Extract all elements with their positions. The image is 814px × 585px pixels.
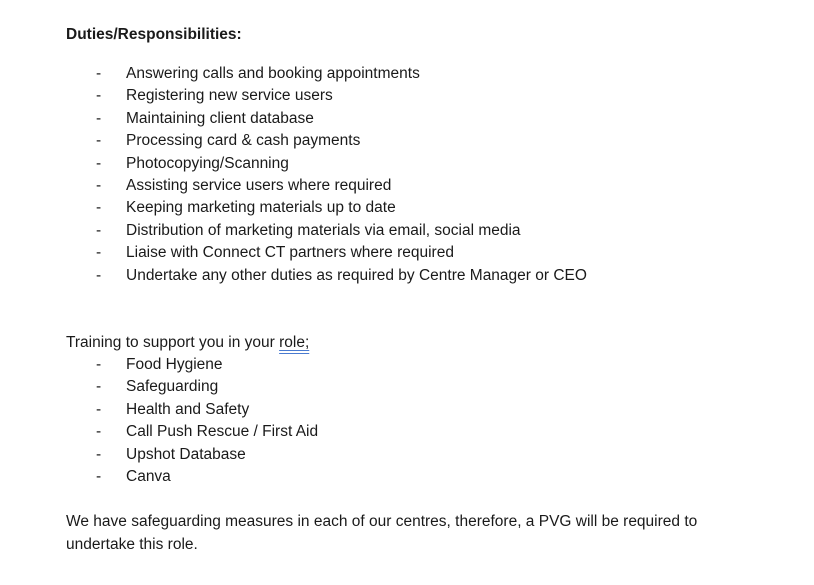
training-item-text: Call Push Rescue / First Aid bbox=[126, 423, 319, 441]
duty-item-text: Maintaining client database bbox=[126, 109, 314, 127]
duty-item-text: Undertake any other duties as required by Centre Manager or CEO bbox=[126, 266, 587, 284]
bullet-dash: - bbox=[96, 221, 102, 239]
bullet-dash: - bbox=[96, 467, 102, 485]
grammar-flagged-word[interactable]: role; bbox=[279, 334, 310, 351]
bullet-dash: - bbox=[96, 423, 102, 441]
training-item-text: Upshot Database bbox=[126, 445, 246, 463]
duty-item-text: Processing card & cash payments bbox=[126, 132, 361, 150]
training-intro-text: Training to support you in your bbox=[66, 334, 280, 351]
duty-item-text: Registering new service users bbox=[126, 87, 333, 105]
closing-line-1: We have safeguarding measures in each of our centres, therefore, a PVG will be required to bbox=[66, 513, 698, 530]
bullet-dash: - bbox=[96, 378, 102, 396]
bullet-dash: - bbox=[96, 199, 102, 217]
bullet-dash: - bbox=[96, 154, 102, 172]
duty-item-text: Keeping marketing materials up to date bbox=[126, 199, 396, 217]
bullet-dash: - bbox=[96, 400, 102, 418]
duty-item-text: Answering calls and booking appointments bbox=[126, 65, 420, 82]
bullet-dash: - bbox=[96, 445, 102, 463]
bullet-dash: - bbox=[96, 244, 102, 262]
bullet-dash: - bbox=[96, 109, 102, 127]
duty-item-text: Assisting service users where required bbox=[126, 176, 392, 194]
duties-heading: Duties/Responsibilities: bbox=[66, 26, 242, 43]
bullet-dash: - bbox=[96, 356, 102, 373]
training-item-text: Canva bbox=[126, 467, 171, 485]
bullet-dash: - bbox=[96, 176, 102, 194]
bullet-dash: - bbox=[96, 65, 102, 82]
duty-item-text: Liaise with Connect CT partners where required bbox=[126, 244, 454, 262]
duty-item-text: Distribution of marketing materials via email, social media bbox=[126, 221, 521, 239]
duty-item-text: Photocopying/Scanning bbox=[126, 154, 289, 172]
training-item-text: Safeguarding bbox=[126, 378, 219, 396]
training-item-text: Food Hygiene bbox=[126, 356, 223, 373]
bullet-dash: - bbox=[96, 266, 102, 284]
bullet-dash: - bbox=[96, 132, 102, 150]
training-item-text: Health and Safety bbox=[126, 400, 250, 418]
bullet-dash: - bbox=[96, 87, 102, 105]
closing-line-2: undertake this role. bbox=[66, 536, 198, 553]
closing-paragraph bbox=[66, 510, 766, 556]
training-intro bbox=[66, 332, 309, 354]
